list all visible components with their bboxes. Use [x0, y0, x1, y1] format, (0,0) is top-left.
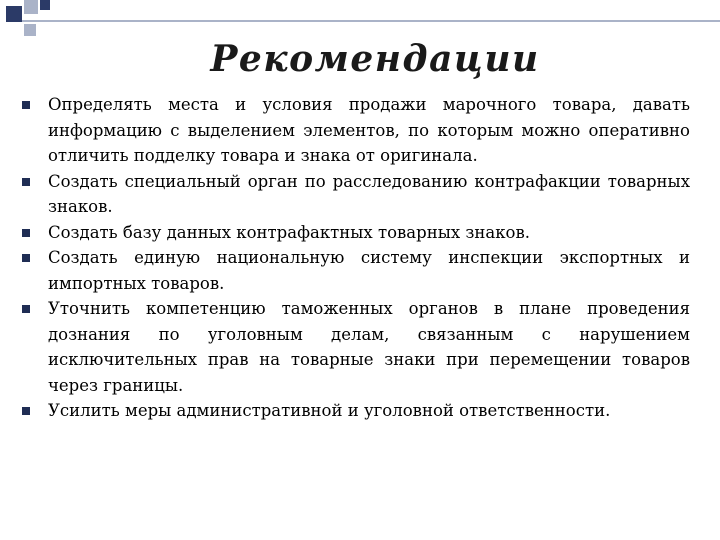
- list-item: [48, 296, 690, 398]
- list-item: [48, 169, 690, 220]
- list-item-text: Уточнить компетенцию таможенных органов в плане проведения дознания по уголовным делам, связанным с нарушением исключительных прав на товарные знаки при перемещении товаров через границы.: [48, 299, 690, 395]
- square-bullet-icon: [22, 101, 30, 109]
- list-item-text: Создать единую национальную систему инспекции экспортных и импортных товаров.: [48, 248, 690, 293]
- slide-title: Рекомендации: [210, 38, 540, 80]
- list-item: [48, 220, 690, 246]
- square-bullet-icon: [22, 178, 30, 186]
- decor-square-4: [24, 24, 36, 36]
- list-item: [48, 245, 690, 296]
- list-item: [48, 398, 690, 424]
- decor-square-1: [6, 6, 22, 22]
- square-bullet-icon: [22, 305, 30, 313]
- decor-line: [22, 20, 720, 22]
- list-item-text: Создать базу данных контрафактных товарных знаков.: [48, 222, 530, 242]
- list-item-text: Усилить меры административной и уголовной ответственности.: [48, 401, 611, 420]
- recommendation-list: [0, 92, 720, 424]
- square-bullet-icon: [22, 407, 30, 415]
- decor-square-2: [24, 0, 38, 14]
- decor-square-3: [40, 0, 50, 10]
- square-bullet-icon: [22, 254, 30, 262]
- list-item-text: Определять места и условия продажи марочного товара, давать информацию с выделением элементов, по которым можно оперативно отличить подделку товара и знака от оригинала.: [48, 95, 690, 165]
- list-item: [48, 92, 690, 169]
- list-item-text: Создать специальный орган по расследованию контрафакции товарных знаков.: [48, 171, 690, 216]
- square-bullet-icon: [22, 229, 30, 237]
